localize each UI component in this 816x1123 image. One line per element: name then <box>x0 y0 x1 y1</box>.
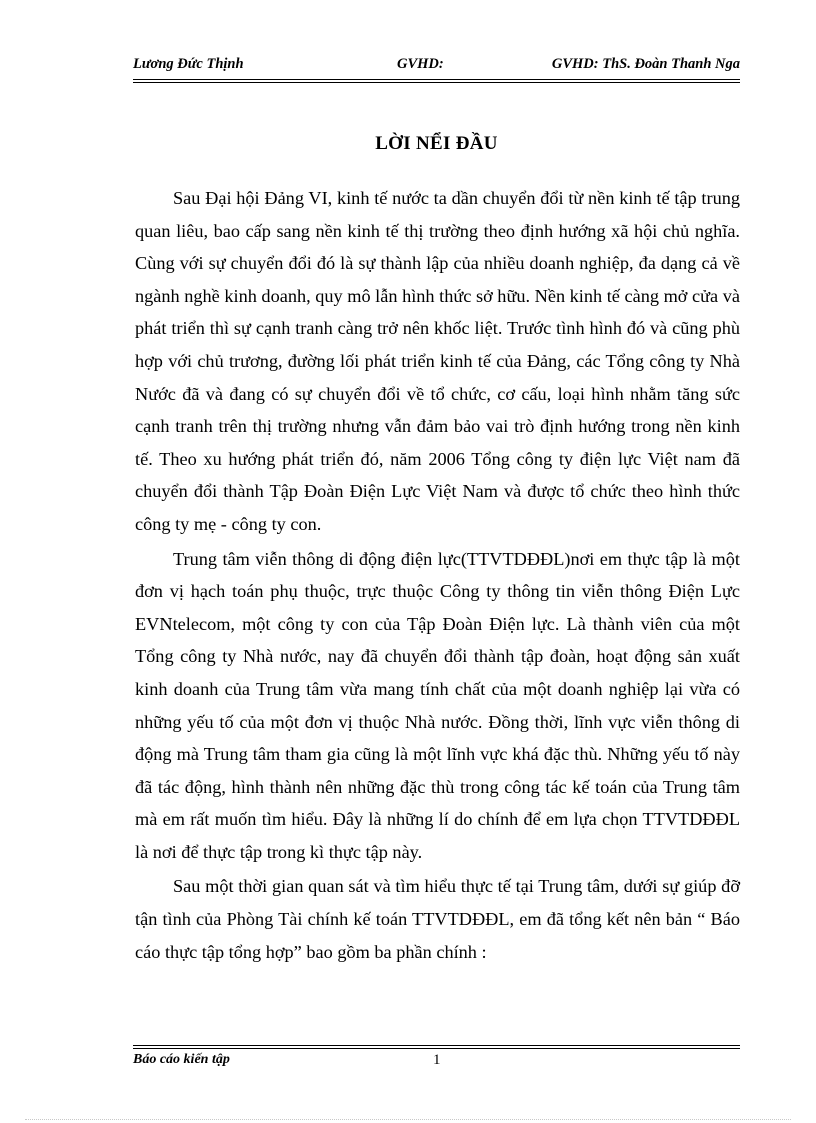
paragraph-1: Sau Đại hội Đảng VI, kinh tế nước ta dần chuyển đổi từ nền kinh tế tập trung quan liêu, bao cấp sang nền kinh tế thị trường theo định hướng xã hội chủ nghĩa. Cùng với sự chuyển đổi đó là sự thành lập của nhiều doanh nghiệp, đa dạng cả về ngành nghề kinh doanh, quy mô lẫn hình thức sở hữu. Nền kinh tế càng mở cửa và phát triển thì sự cạnh tranh càng trở nên khốc liệt. Trước tình hình đó và cũng phù hợp với chủ trương, đường lối phát triển kinh tế của Đảng, các Tổng công ty Nhà Nước đã và đang có sự chuyển đổi về tổ chức, cơ cấu, loại hình nhằm tăng sức cạnh tranh trên thị trường nhưng vẫn đảm bảo vai trò định hướng trong nền kinh tế. Theo xu hướng phát triển đó, năm 2006 Tổng công ty điện lực Việt nam đã chuyển đổi thành Tập Đoàn Điện Lực Việt Nam và được tổ chức theo hình thức công ty mẹ - công ty con. <box>135 188 740 534</box>
header-author: Lương Đức Thịnh <box>133 56 244 72</box>
footer-label: Báo cáo kiến tập <box>133 1052 230 1067</box>
page-footer <box>133 1052 740 1072</box>
body-text <box>135 182 740 970</box>
page-header <box>133 56 740 78</box>
header-gvhd-short: GVHD: <box>397 56 444 72</box>
footer-rule <box>133 1045 740 1049</box>
page-title: LỜI NỂI ĐẦU <box>375 133 498 154</box>
page-number: 1 <box>433 1052 441 1068</box>
paragraph-2: Trung tâm viễn thông di động điện lực(TTVTDĐĐL)nơi em thực tập là một đơn vị hạch toán phụ thuộc, trực thuộc Công ty thông tin viễn thông Điện Lực EVNtelecom, một công ty con của Tập Đoàn Điện lực. Là thành viên của một Tổng công ty Nhà nước, nay đã chuyển đổi thành tập đoàn, hoạt động sản xuất kinh doanh của Trung tâm vừa mang tính chất của một doanh nghiệp lại vừa có những yếu tố của một đơn vị thuộc Nhà nước. Đồng thời, lĩnh vực viễn thông di động mà Trung tâm tham gia cũng là một lĩnh vực khá đặc thù. Những yếu tố này đã tác động, hình thành nên những đặc thù trong công tác kế toán của Trung tâm mà em rất muốn tìm hiểu. Đây là những lí do chính để em lựa chọn TTVTDĐĐL là nơi để thực tập trong kì thực tập này. <box>135 548 740 862</box>
paragraph-3: Sau một thời gian quan sát và tìm hiểu thực tế tại Trung tâm, dưới sự giúp đỡ tận tình của Phòng Tài chính kế toán TTVTDĐĐL, em đã tổng kết nên bản “ Báo cáo thực tập tổng hợp” bao gồm ba phần chính : <box>135 876 740 962</box>
header-rule <box>133 79 740 83</box>
page-bottom-border <box>25 1119 791 1120</box>
header-gvhd-full: GVHD: ThS. Đoàn Thanh Nga <box>551 56 740 72</box>
